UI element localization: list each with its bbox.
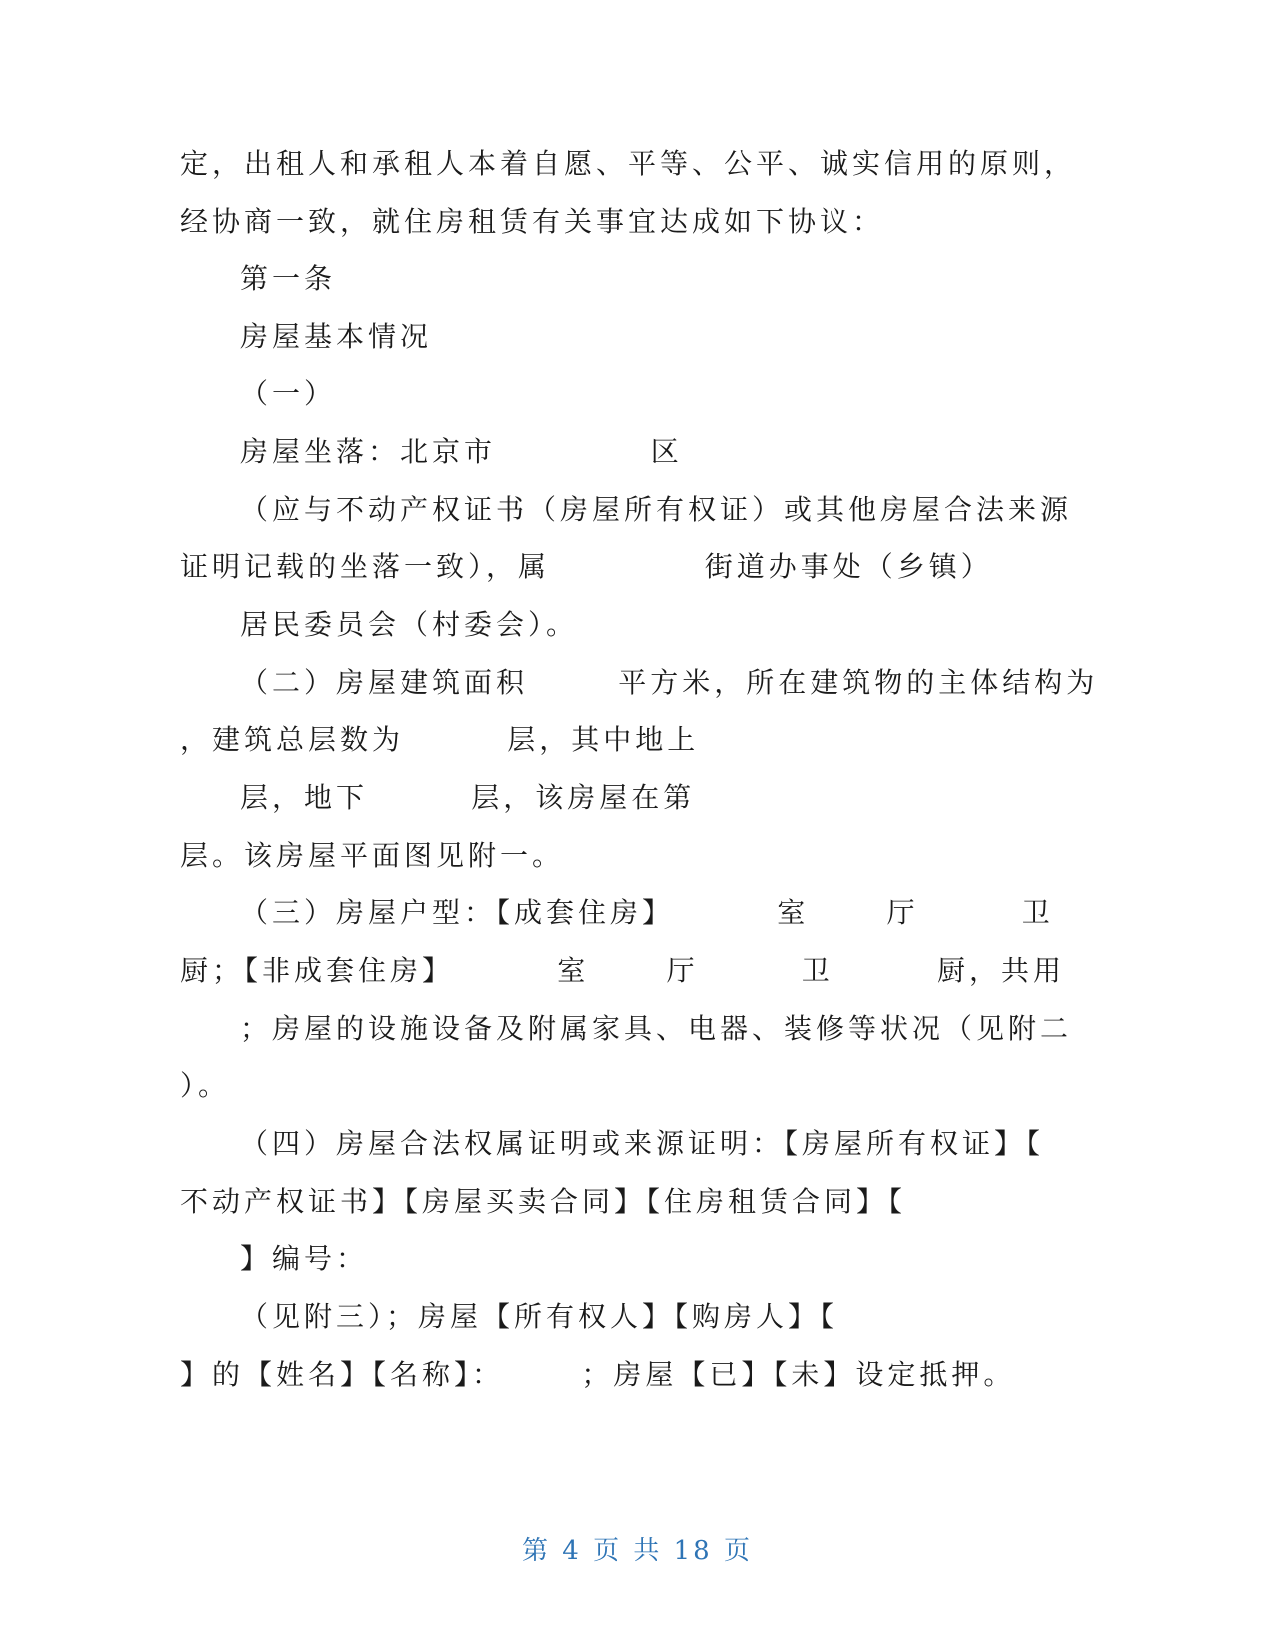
body-line: 经协商一致，就住房租赁有关事宜达成如下协议：: [180, 205, 885, 238]
section-heading: 房屋基本情况: [240, 320, 433, 353]
clause-number: （一）: [240, 377, 337, 410]
body-line: 定，出租人和承租人本着自愿、平等、公平、诚实信用的原则，: [180, 147, 1077, 180]
body-line: （应与不动产权证书（房屋所有权证）或其他房屋合法来源: [240, 493, 1073, 526]
body-line: 层。该房屋平面图见附一。: [180, 839, 565, 872]
body-line: 房屋坐落：北京市 区: [240, 435, 683, 468]
body-line: ）。: [180, 1069, 231, 1102]
body-line: 证明记载的坐落一致），属 街道办事处（乡镇）: [180, 550, 993, 583]
page-number-footer: 第 4 页 共 18 页: [522, 1536, 753, 1566]
body-line: （三）房屋户型：【成套住房】 室 厅 卫: [240, 896, 1054, 929]
body-line: 厨；【非成套住房】 室 厅 卫 厨，共用: [180, 954, 1066, 987]
body-line: ；房屋的设施设备及附属家具、电器、装修等状况（见附二: [240, 1012, 1073, 1045]
body-line: 层，地下 层，该房屋在第: [240, 781, 696, 814]
body-line: （四）房屋合法权属证明或来源证明：【房屋所有权证】【: [240, 1127, 1045, 1160]
body-line: ，建筑总层数为 层，其中地上: [180, 723, 700, 756]
article-heading: 第一条: [240, 262, 337, 295]
body-line: 不动产权证书】【房屋买卖合同】【住房租赁合同】【: [180, 1185, 907, 1218]
body-line: 居民委员会（村委会）。: [240, 608, 579, 641]
body-line: （见附三）；房屋【所有权人】【购房人】【: [240, 1300, 839, 1333]
body-line: 】编号：: [240, 1242, 369, 1275]
body-line: 】的【姓名】【名称】： ；房屋【已】【未】设定抵押。: [180, 1358, 1016, 1391]
body-line: （二）房屋建筑面积 平方米，所在建筑物的主体结构为: [240, 666, 1099, 699]
